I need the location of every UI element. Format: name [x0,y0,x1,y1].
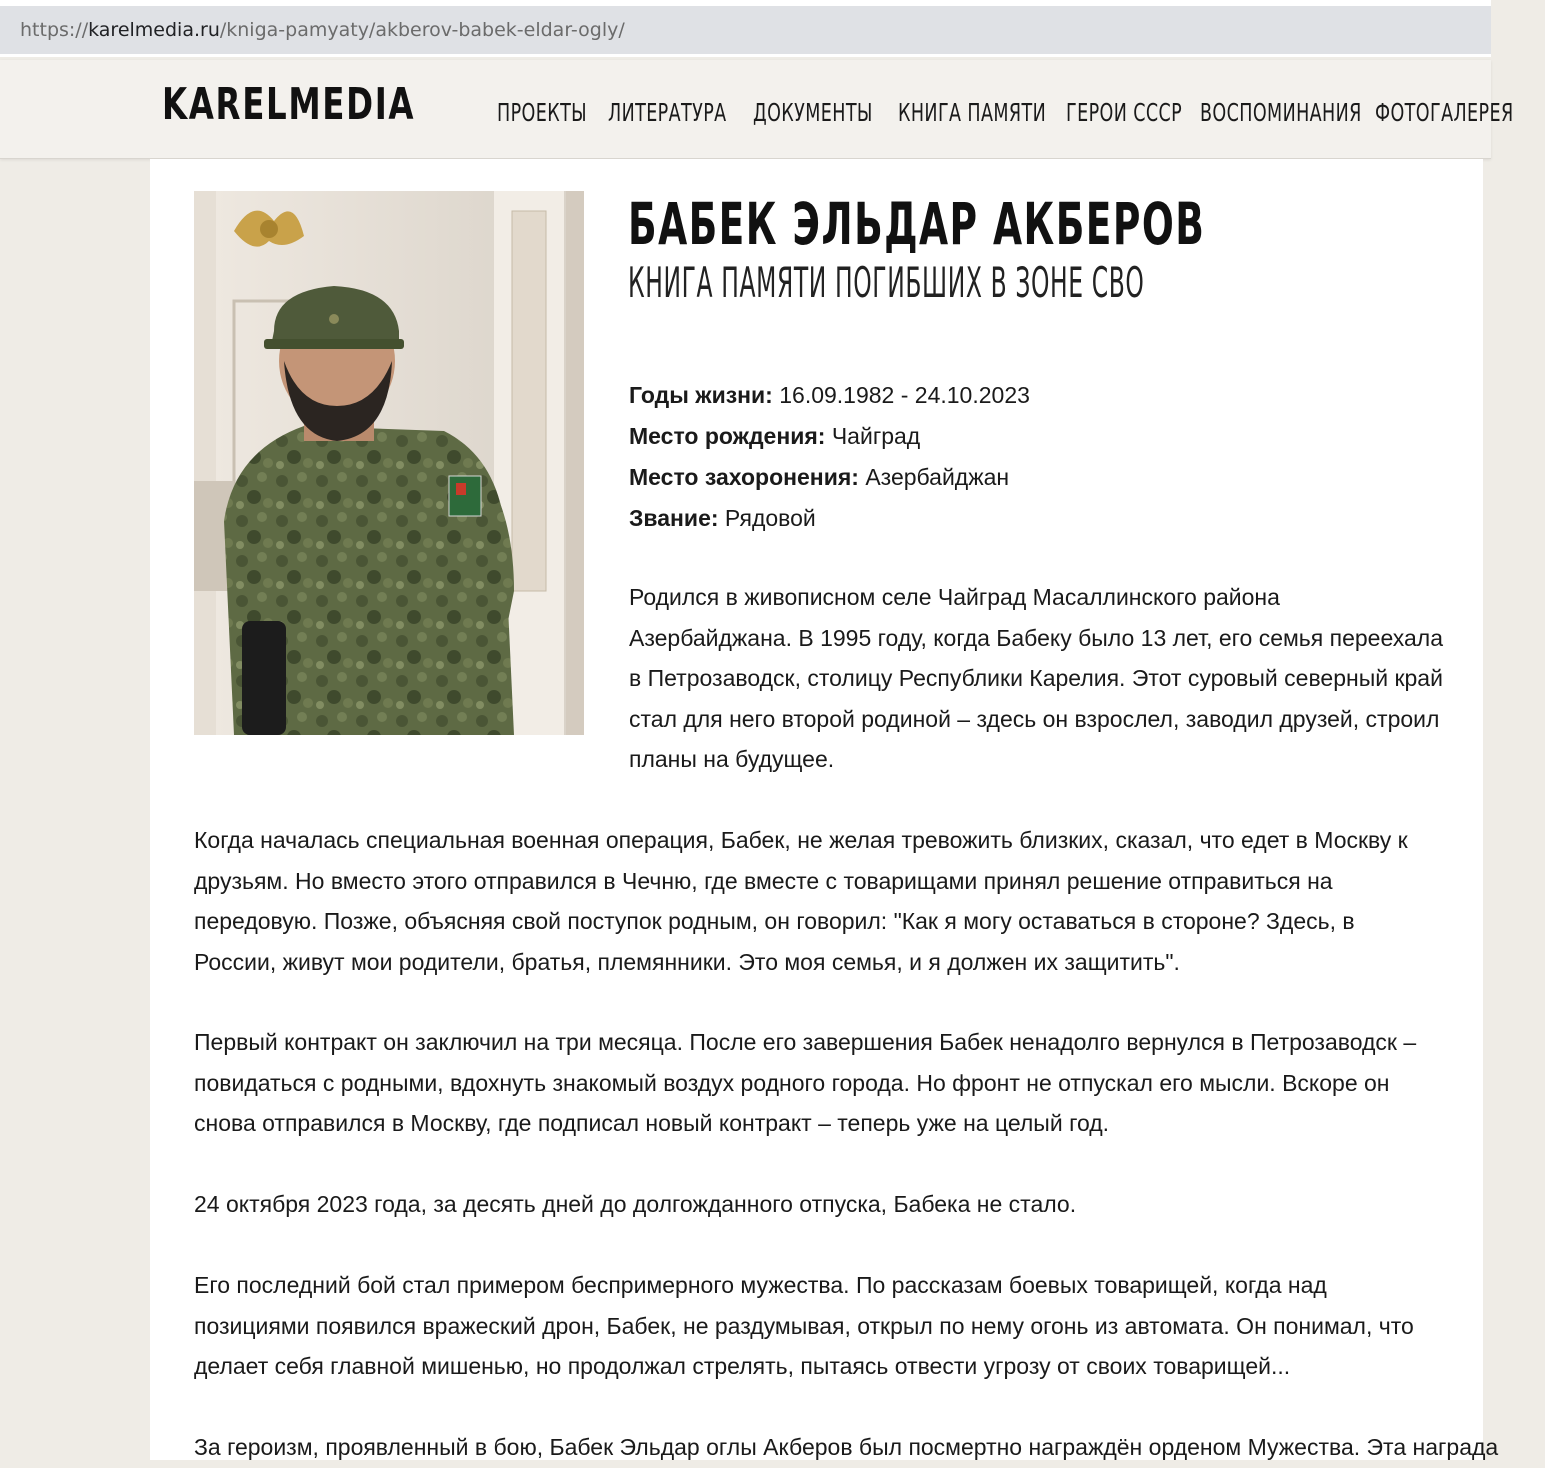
fact-label: Место рождения: [629,423,826,449]
bio-paragraph: Когда началась специальная военная операция, Бабек, не желая тревожить близких, сказал, что едет в Москву к друзьям. Но вместо этого отправился в Чечню, где вместе с товарищами принял решение отправиться на передовую. Позже, объясняя свой поступок родным, он говорил: "Как я могу оставаться в стороне? Здесь, в России, живут мои родители, братья, племянники. Это моя семья, и я должен их защитить". [194,827,1408,975]
nav-photo-gallery[interactable]: ФОТОГАЛЕРЕЯ [1375,98,1514,127]
bio-paragraph: За героизм, проявленный в бою, Бабек Эльдар оглы Акберов был посмертно награждён орденом Мужества. Эта награда [194,1434,1499,1460]
fact-value: Чайград [831,423,921,449]
fact-birthplace [629,419,1030,460]
fact-value: 16.09.1982 - 24.10.2023 [779,382,1030,408]
url-domain: karelmedia.ru [88,19,220,41]
bio-paragraph: Его последний бой стал примером беспримерного мужества. По рассказам боевых товарищей, когда над позициями появился вражеский дрон, Бабек, не раздумывая, открыл по нему огонь из автомата. Он понимал, что делает себя главной мишенью, но продолжал стрелять, пытаясь отвести угрозу от своих товарищей... [194,1272,1414,1379]
bio-paragraph: 24 октября 2023 года, за десять дней до долгожданного отпуска, Бабека не стало. [194,1191,1077,1217]
portrait-photo [194,191,584,735]
person-facts [629,378,1030,542]
browser-address-bar [0,0,1491,57]
fact-life-years [629,378,1030,419]
fact-rank [629,501,1030,542]
url-scheme: https:// [20,19,89,41]
site-logo[interactable] [148,68,458,140]
memory-book-subtitle: КНИГА ПАМЯТИ ПОГИБШИХ В ЗОНЕ СВО [628,258,1145,307]
url-path: /kniga-pamyaty/akberov-babek-eldar-ogly/ [219,19,625,41]
nav-memory-book[interactable]: КНИГА ПАМЯТИ [898,98,1047,127]
fact-label: Звание: [629,505,719,531]
url-field[interactable] [0,6,1491,54]
fact-label: Годы жизни: [629,382,773,408]
main-nav [497,98,1545,142]
fact-value: Рядовой [724,505,816,531]
nav-documents[interactable]: ДОКУМЕНТЫ [753,98,873,127]
bio-paragraph: Первый контракт он заключил на три месяца. После его завершения Бабек ненадолго вернулся в Петрозаводск – повидаться с родными, вдохнуть знакомый воздух родного города. Но фронт не отпускал его мысли. Вскоре он снова отправился в Москву, где подписал новый контракт – теперь уже на целый год. [194,1029,1417,1136]
fact-value: Азербайджан [865,464,1010,490]
person-name: БАБЕК ЭЛЬДАР АКБЕРОВ [628,190,1206,258]
fact-burial-place [629,460,1030,501]
soldier-portrait-image [194,191,584,735]
nav-projects[interactable]: ПРОЕКТЫ [497,98,588,127]
logo-wordmark: KARELMEDIA [162,78,416,130]
bio-paragraph: Родился в живописном селе Чайград Масаллинского района Азербайджана. В 1995 году, когда Бабеку было 13 лет, его семья переехала в Петрозаводск, столицу Республики Карелия. Этот суровый северный край стал для него второй родиной – здесь он взрослел, заводил друзей, строил планы на будущее. [629,584,1443,772]
nav-literature[interactable]: ЛИТЕРАТУРА [608,98,727,127]
site-header [0,60,1514,159]
nav-heroes-ussr[interactable]: ГЕРОИ СССР [1066,98,1183,127]
fact-label: Место захоронения: [629,464,859,490]
nav-memoirs[interactable]: ВОСПОМИНАНИЯ [1200,98,1362,127]
